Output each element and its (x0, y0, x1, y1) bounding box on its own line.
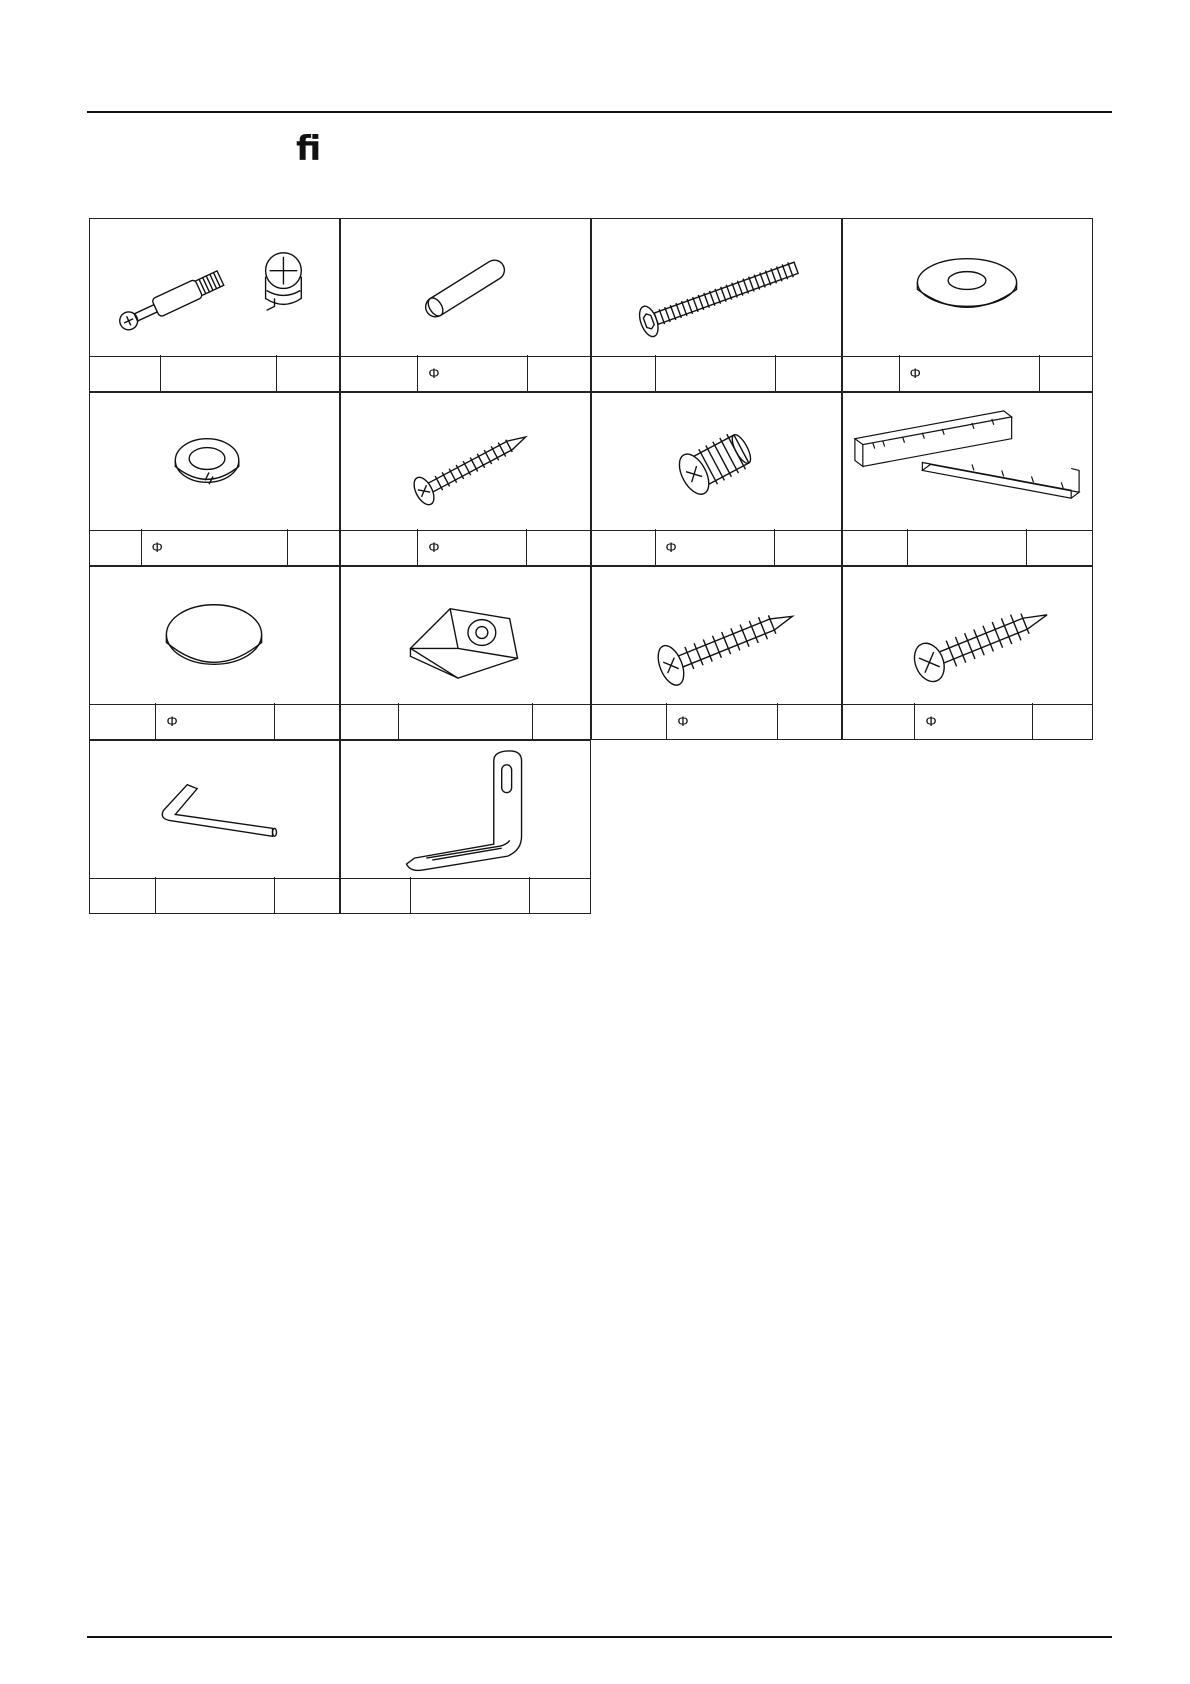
spring-washer-icon (90, 393, 339, 531)
drawer-slide-rails-icon (843, 393, 1092, 531)
part-size: Φ (915, 703, 1033, 739)
wood-screw-icon (592, 567, 841, 705)
part-quantity (775, 529, 841, 565)
part-cell-10 (340, 566, 591, 740)
part-code (843, 529, 908, 565)
part-quantity (1040, 355, 1092, 391)
part-info-row (341, 529, 590, 565)
part-quantity (527, 529, 590, 565)
part-quantity (1033, 703, 1092, 739)
part-info-row (90, 877, 339, 913)
part-size (908, 529, 1027, 565)
part-quantity (533, 703, 590, 739)
part-quantity (528, 355, 590, 391)
part-info-row (592, 355, 841, 391)
threaded-insert-icon (592, 393, 841, 531)
cam-lock-and-bolt-icon (90, 219, 339, 357)
part-info-row (90, 703, 339, 739)
part-info-row (341, 877, 590, 913)
allen-key-icon (90, 741, 339, 879)
part-size: Φ (667, 703, 777, 739)
part-info-row (90, 355, 339, 391)
flat-washer-icon (843, 219, 1092, 357)
part-size: Φ (900, 355, 1041, 391)
part-cell-11 (591, 566, 842, 740)
part-quantity (275, 877, 340, 913)
part-code (592, 703, 667, 739)
bottom-rule (87, 1636, 1112, 1638)
part-cell-3 (591, 218, 842, 392)
part-size (399, 703, 534, 739)
part-cell-2 (340, 218, 591, 392)
part-quantity (288, 529, 339, 565)
part-cell-12 (842, 566, 1093, 740)
part-size: Φ (156, 703, 275, 739)
l-bracket-icon (341, 741, 590, 879)
part-cell-8 (842, 392, 1093, 566)
part-info-row (341, 355, 590, 391)
part-code (341, 877, 411, 913)
part-code (90, 355, 161, 391)
part-size: Φ (142, 529, 289, 565)
round-head-screw-icon (843, 567, 1092, 705)
part-size: Φ (418, 355, 528, 391)
part-cell-5 (89, 392, 340, 566)
part-quantity (776, 355, 841, 391)
part-info-row (592, 529, 841, 565)
part-info-row (843, 529, 1092, 565)
part-size: Φ (656, 529, 775, 565)
part-info-row (843, 703, 1092, 739)
part-info-row (90, 529, 339, 565)
wooden-dowel-icon (341, 219, 590, 357)
part-cell-14 (340, 740, 591, 914)
part-quantity (778, 703, 842, 739)
part-quantity (277, 355, 339, 391)
part-code (90, 877, 156, 913)
part-code (90, 529, 142, 565)
part-code (592, 355, 656, 391)
part-cell-13 (89, 740, 340, 914)
part-size (411, 877, 530, 913)
part-quantity (275, 703, 339, 739)
round-cap-icon (90, 567, 339, 705)
part-code (90, 703, 156, 739)
part-code (341, 703, 399, 739)
part-code (592, 529, 656, 565)
part-size: Φ (418, 529, 527, 565)
part-cell-1 (89, 218, 340, 392)
part-cell-6 (340, 392, 591, 566)
hex-socket-bolt-icon (592, 219, 841, 357)
part-code (341, 529, 418, 565)
part-code (843, 355, 900, 391)
part-size (161, 355, 277, 391)
part-size (156, 877, 275, 913)
corner-block-icon (341, 567, 590, 705)
part-info-row (843, 355, 1092, 391)
part-cell-7 (591, 392, 842, 566)
part-size (656, 355, 776, 391)
countersunk-screw-icon (341, 393, 590, 531)
page-heading: ﬁ (296, 129, 322, 169)
top-rule (87, 111, 1112, 113)
part-cell-4 (842, 218, 1093, 392)
part-info-row (341, 703, 590, 739)
part-code (843, 703, 915, 739)
part-info-row (592, 703, 841, 739)
part-quantity (530, 877, 590, 913)
part-code (341, 355, 418, 391)
part-quantity (1027, 529, 1092, 565)
part-cell-9 (89, 566, 340, 740)
